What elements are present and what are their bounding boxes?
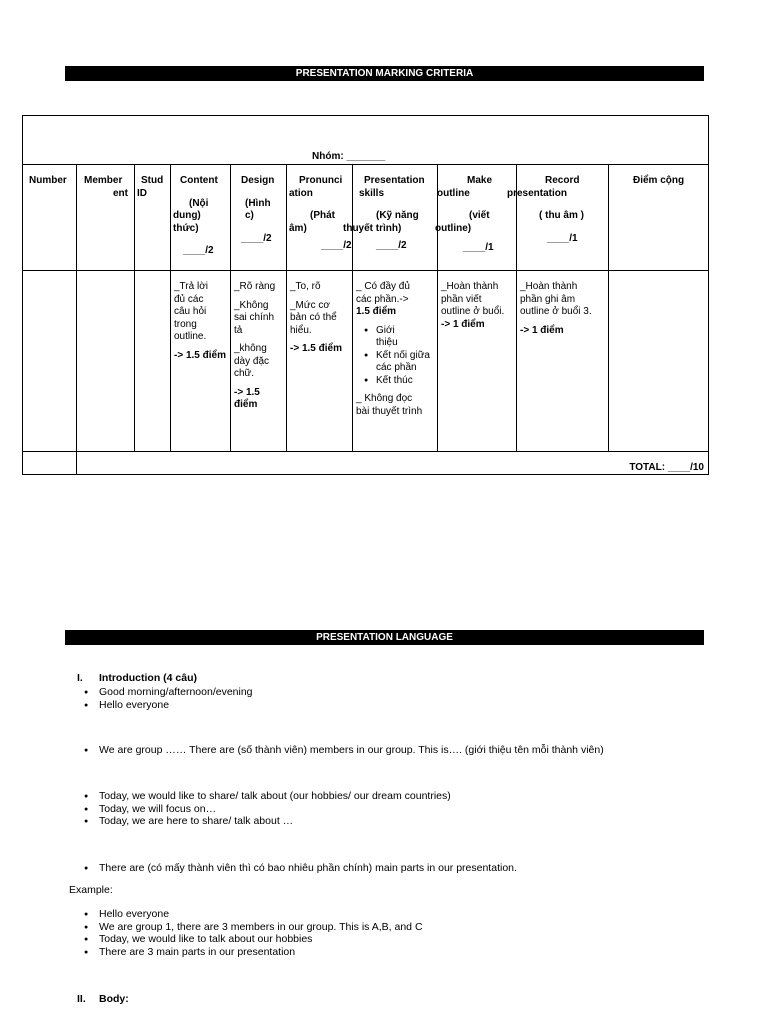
criteria-design: _Rõ ràng _Không sai chính tả _không dày đặc chữ. -> 1.5 điểm <box>234 281 276 410</box>
group-label: Nhóm: _______ <box>312 151 386 162</box>
section-body-heading: II. Body: <box>77 993 129 1005</box>
list-item: ● We are group 1, there are 3 members in our group. This is A,B, and C <box>84 921 423 934</box>
col-divider <box>134 164 135 451</box>
language-banner: PRESENTATION LANGUAGE <box>65 630 704 645</box>
header-content: Content (Nội dung) thức) ____/2 <box>173 175 218 256</box>
list-item: ● Today, we would like to talk about our hobbies <box>84 933 423 946</box>
example-label: Example: <box>69 884 113 896</box>
list-item: ● Today, we will focus on… <box>84 803 451 816</box>
presentation-parts-list: ● Giới thiệu ● Kết nối giữa các phần ● Kết thúc <box>364 325 436 388</box>
row-divider <box>23 451 708 452</box>
criteria-record: _Hoàn thành phần ghi âm outline ở buổi 3. -> 1 điểm <box>520 281 592 336</box>
marking-criteria-table <box>22 115 709 475</box>
list-item: ● We are group …… There are (số thành viên) members in our group. This is…. (giới thiệu tên mỗi thành viên) <box>84 744 604 757</box>
header-pronunciation: Pronunci ation (Phát âm) ____/2 <box>289 175 352 251</box>
intro-parts-list <box>84 862 517 875</box>
intro-members-list <box>84 744 604 757</box>
row-divider <box>23 164 708 165</box>
header-record: Record presentation ( thu âm ) ____/1 <box>507 175 584 244</box>
col-divider <box>76 164 77 474</box>
list-item: ● Hello everyone <box>84 699 253 712</box>
list-item: ● There are 3 main parts in our presentation <box>84 946 423 959</box>
header-student-id: Stud ID <box>137 175 164 199</box>
criteria-content: _Trả lời đủ các câu hỏi trong outline. -> 1.5 điểm <box>174 281 226 361</box>
col-divider <box>352 164 353 451</box>
header-presentation-skills: Presentation skills (Kỹ năng thuyết trình) ____/2 <box>343 175 425 251</box>
intro-greetings-list <box>84 686 253 711</box>
header-make-outline: Make outline (viết outline) ____/1 <box>435 175 494 253</box>
example-list <box>84 908 423 959</box>
header-member: Member ent <box>84 175 128 199</box>
col-divider <box>608 164 609 451</box>
list-item: ● There are (có mấy thành viên thì có bao nhiêu phần chính) main parts in our presentation. <box>84 862 517 875</box>
criteria-presentation: _ Có đầy đủ các phần.-> 1.5 điểm ● Giới thiệu ● Kết nối giữa các phần ● Kết thúc _ Không đọc bài thuyết trình <box>356 281 436 418</box>
section-introduction-heading: I. Introduction (4 câu) <box>77 672 197 684</box>
col-divider <box>230 164 231 451</box>
criteria-banner: PRESENTATION MARKING CRITERIA <box>65 66 704 81</box>
header-bonus: Điểm cộng <box>633 175 685 186</box>
header-number: Number <box>29 175 67 186</box>
list-item: ● Today, we would like to share/ talk about (our hobbies/ our dream countries) <box>84 790 451 803</box>
header-design: Design (Hình c) ____/2 <box>241 175 275 244</box>
col-divider <box>170 164 171 451</box>
total-score: TOTAL: ____/10 <box>629 462 704 473</box>
row-divider <box>23 270 708 271</box>
criteria-pronunciation: _To, rõ _Mức cơ bản có thể hiểu. -> 1.5 điểm <box>290 281 342 354</box>
criteria-outline: _Hoàn thành phần viết outline ở buổi. -> 1 điểm <box>441 281 505 330</box>
list-item: ● Today, we are here to share/ talk about … <box>84 815 451 828</box>
list-item: ● Hello everyone <box>84 908 423 921</box>
col-divider <box>437 164 438 451</box>
col-divider <box>286 164 287 451</box>
intro-topic-list <box>84 790 451 828</box>
list-item: ● Good morning/afternoon/evening <box>84 686 253 699</box>
